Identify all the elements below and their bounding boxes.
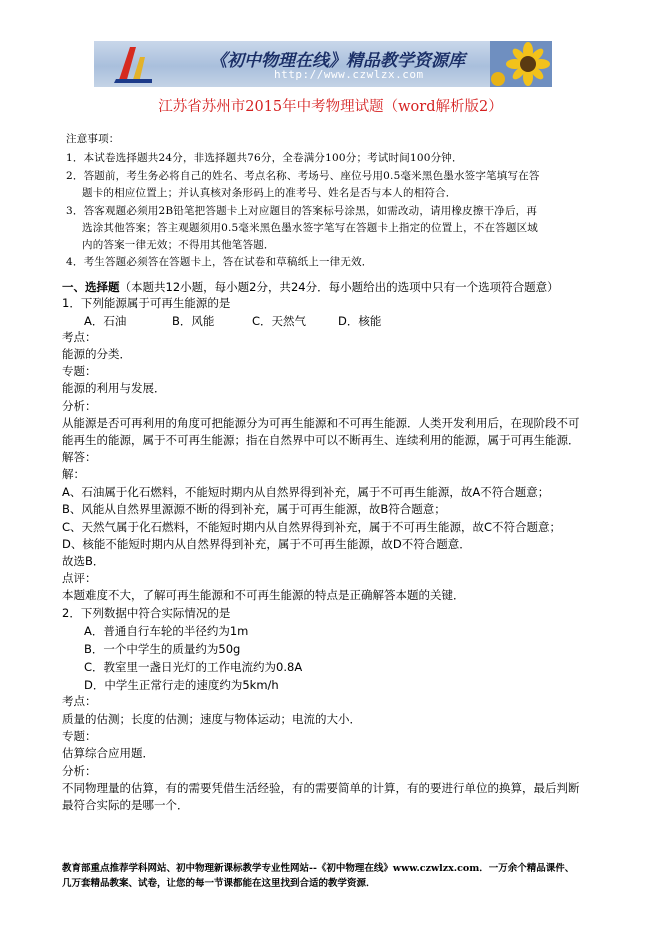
zhuanti-text: 估算综合应用题．: [62, 746, 154, 760]
question-1-option: A．石油: [84, 314, 127, 328]
dianping-label: 点评：: [62, 571, 97, 585]
notice-heading: 注意事项：: [66, 133, 120, 145]
document-title: 江苏省苏州市2015年中考物理试题（word解析版2）: [158, 99, 503, 115]
notice-line: 4．考生答题必须答在答题卡上，答在试卷和草稿纸上一律无效．: [66, 256, 373, 268]
kaodian-text: 质量的估测；长度的估测；速度与物体运动；电流的大小．: [62, 712, 361, 726]
page-footer: [62, 861, 574, 891]
jieda-label: 解答：: [62, 450, 97, 464]
question-1-stem: 1．下列能源属于可再生能源的是: [62, 296, 231, 310]
section-header: [62, 279, 559, 295]
question-2-option: B．一个中学生的质量约为50g: [84, 642, 241, 656]
site-logo-icon: [112, 43, 156, 85]
banner-title: 《初中物理在线》精品教学资源库: [210, 51, 465, 71]
banner-url[interactable]: http://www.czwlzx.com: [274, 68, 424, 81]
kaodian-label: 考点：: [62, 330, 97, 344]
zhuanti-text: 能源的利用与发展．: [62, 381, 166, 395]
zhuanti-label: 专题：: [62, 364, 97, 378]
question-2-option: A．普通自行车轮的半径约为1m: [84, 624, 249, 638]
zhuanti-label: 专题：: [62, 729, 97, 743]
notice-line: 1．本试卷选择题共24分，非选择题共76分，全卷满分100分；考试时间100分钟．: [66, 152, 463, 164]
fenxi-label: 分析：: [62, 764, 97, 778]
footer-line: 几万套精品教案、试卷，让您的每一节课都能在这里找到合适的教学资源．: [62, 878, 376, 889]
answer-line: D、核能不能短时期内从自然界得到补充，属于不可再生能源，故D不符合题意．: [62, 537, 471, 551]
notice-line: 内的答案一律无效；不得用其他笔答题．: [82, 239, 275, 251]
footer-line: 教育部重点推荐学科网站、初中物理新课标教学专业性网站--《初中物理在线》www.czwlzx.com．一万余个精品课件、: [62, 863, 575, 874]
answer-line: C、天然气属于化石燃料，不能短时期内从自然界得到补充，属于不可再生能源，故C不符合题意；: [62, 520, 562, 534]
sunflower-icon: [490, 41, 552, 87]
answer-line: B、风能从自然界里源源不断的得到补充，属于可再生能源，故B符合题意；: [62, 502, 446, 516]
question-1-option: B．风能: [172, 314, 215, 328]
question-2-stem: 2．下列数据中符合实际情况的是: [62, 606, 231, 620]
fenxi-text: 不同物理量的估算，有的需要凭借生活经验，有的需要简单的计算，有的要进行单位的换算，最后判断: [62, 781, 580, 795]
question-1-option: C．天然气: [252, 314, 307, 328]
dianping-text: 本题难度不大，了解可再生能源和不可再生能源的特点是正确解答本题的关键．: [62, 588, 465, 602]
kaodian-text: 能源的分类．: [62, 347, 131, 361]
question-2-option: D．中学生正常行走的速度约为5km/h: [84, 678, 279, 692]
notice-line: 2．答题前，考生务必将自己的姓名、考点名称、考场号、座位号用0.5毫米黑色墨水签字笔填写在答: [66, 170, 540, 182]
answer-choice: 故选B．: [62, 554, 105, 568]
section-description: （本题共12小题，每小题2分，共24分．每小题给出的选项中只有一个选项符合题意）: [119, 280, 559, 294]
fenxi-text: 最符合实际的是哪一个．: [62, 798, 189, 812]
fenxi-label: 分析：: [62, 399, 97, 413]
header-banner: [94, 41, 552, 87]
notice-line: 题卡的相应位置上；并认真核对条形码上的准考号、姓名是否与本人的相符合．: [82, 187, 457, 199]
question-1-option: D．核能: [338, 314, 382, 328]
question-2-option: C．教室里一盏日光灯的工作电流约为0.8A: [84, 660, 303, 674]
section-label: 一、选择题: [62, 280, 120, 294]
fenxi-text: 从能源是否可再利用的角度可把能源分为可再生能源和不可再生能源．人类开发利用后，在现阶段不可: [62, 416, 580, 430]
notice-line: 3．答客观题必须用2B铅笔把答题卡上对应题目的答案标号涂黑，如需改动，请用橡皮擦干净后，再: [66, 205, 538, 217]
jie-label: 解：: [62, 467, 85, 481]
fenxi-text: 能再生的能源，属于不可再生能源；指在自然界中可以不断再生、连续利用的能源，属于可再生能源．: [62, 433, 580, 447]
answer-line: A、石油属于化石燃料，不能短时期内从自然界得到补充，属于不可再生能源，故A不符合题意；: [62, 485, 550, 499]
notice-line: 选涂其他答案；答主观题须用0.5毫米黑色墨水签字笔写在答题卡上指定的位置上，不在答题区域: [82, 222, 538, 234]
kaodian-label: 考点：: [62, 694, 97, 708]
